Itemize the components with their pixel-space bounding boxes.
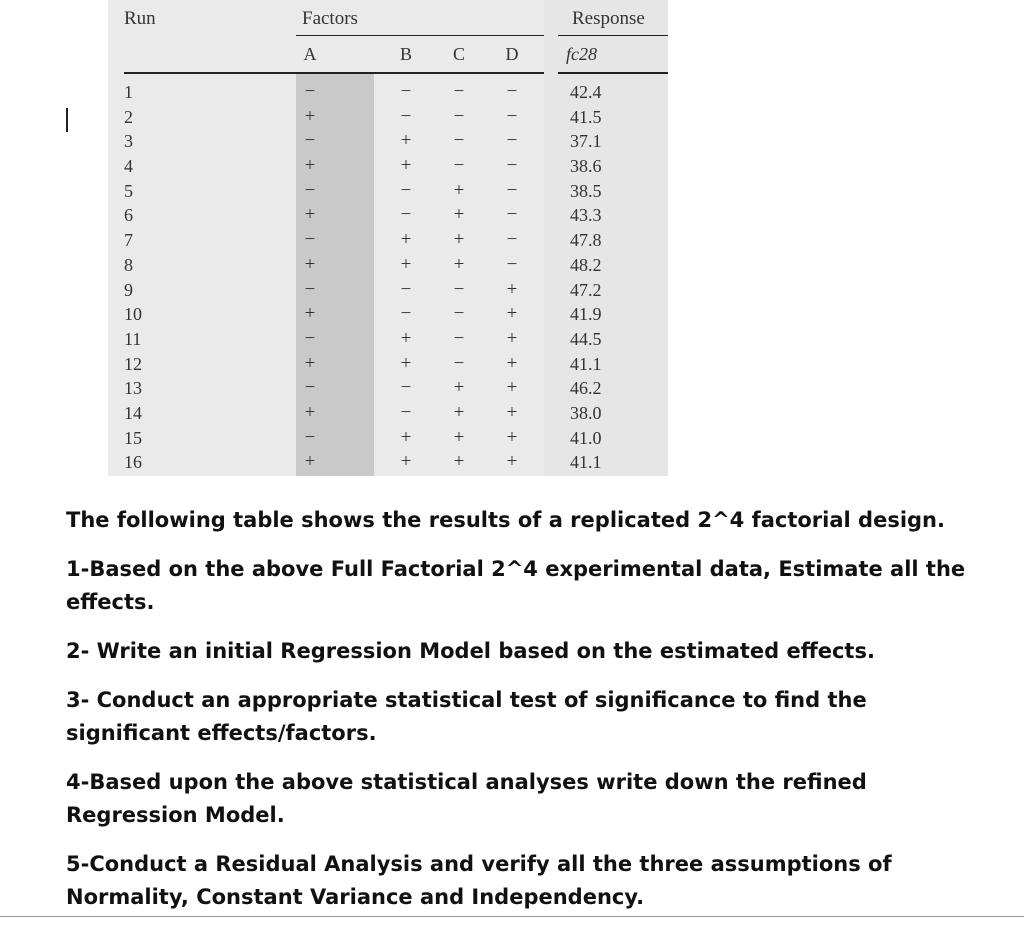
factor-d-cell: − bbox=[506, 229, 518, 251]
header-bottom-rule bbox=[124, 72, 544, 74]
factor-b-cell: + bbox=[400, 229, 412, 251]
factor-d-cell: − bbox=[506, 179, 518, 201]
table-row bbox=[108, 327, 668, 352]
table-row bbox=[108, 426, 668, 451]
intro-paragraph: The following table shows the results of a replicated 2^4 factorial design. bbox=[66, 508, 945, 532]
factor-d-cell: + bbox=[506, 303, 518, 325]
table-row bbox=[108, 278, 668, 303]
table-row bbox=[108, 154, 668, 179]
factor-c-cell: + bbox=[453, 451, 465, 473]
run-cell: 16 bbox=[124, 452, 142, 473]
factor-b-cell: − bbox=[400, 278, 412, 300]
factor-b-cell: + bbox=[400, 253, 412, 275]
factor-c-cell: + bbox=[453, 401, 465, 423]
run-cell: 10 bbox=[124, 304, 142, 325]
run-cell: 3 bbox=[124, 131, 133, 152]
table-row bbox=[108, 228, 668, 253]
factor-a-cell: − bbox=[304, 426, 316, 448]
response-underline bbox=[558, 35, 668, 36]
factor-d-cell: + bbox=[506, 327, 518, 349]
factor-d-cell: − bbox=[506, 253, 518, 275]
run-cell: 8 bbox=[124, 254, 133, 275]
response-cell: 47.2 bbox=[570, 279, 602, 300]
run-cell: 14 bbox=[124, 402, 142, 423]
table-row bbox=[108, 401, 668, 426]
response-cell: 38.6 bbox=[570, 156, 602, 177]
factor-b-cell: + bbox=[400, 155, 412, 177]
factor-c-cell: − bbox=[453, 130, 465, 152]
factor-b-cell: + bbox=[400, 130, 412, 152]
table-row bbox=[108, 203, 668, 228]
factor-c-cell: + bbox=[453, 204, 465, 226]
run-cell: 7 bbox=[124, 230, 133, 251]
response-cell: 48.2 bbox=[570, 254, 602, 275]
factor-b-cell: − bbox=[400, 303, 412, 325]
question-5: 5-Conduct a Residual Analysis and verify all the three assumptions of Normality, Constant Variance and Independency. bbox=[66, 852, 892, 909]
question-text bbox=[66, 504, 970, 930]
table-row bbox=[108, 179, 668, 204]
factor-d-cell: + bbox=[506, 401, 518, 423]
factor-b-cell: + bbox=[400, 451, 412, 473]
run-cell: 1 bbox=[124, 82, 133, 102]
factor-c-cell: − bbox=[453, 327, 465, 349]
factor-a-cell: − bbox=[304, 278, 316, 300]
run-cell: 9 bbox=[124, 279, 133, 300]
response-cell: 42.4 bbox=[570, 82, 602, 102]
run-cell: 13 bbox=[124, 378, 142, 399]
response-header-bottom-rule bbox=[558, 72, 668, 74]
factor-b-cell: − bbox=[400, 179, 412, 201]
response-cell: 41.5 bbox=[570, 106, 602, 127]
table-row bbox=[108, 376, 668, 401]
factor-a-cell: + bbox=[304, 352, 316, 374]
table-row bbox=[108, 129, 668, 154]
factor-c-cell: + bbox=[453, 377, 465, 399]
bottom-divider bbox=[0, 916, 1024, 917]
run-cell: 15 bbox=[124, 427, 142, 448]
question-3: 3- Conduct an appropriate statistical test of significance to find the significant effects/factors. bbox=[66, 688, 867, 745]
factor-b-cell: − bbox=[400, 105, 412, 127]
factor-b-header: B bbox=[399, 44, 412, 64]
response-cell: 46.2 bbox=[570, 378, 602, 399]
run-header: Run bbox=[124, 8, 156, 29]
run-cell: 2 bbox=[124, 106, 133, 127]
factor-c-cell: + bbox=[453, 179, 465, 201]
factor-d-cell: − bbox=[506, 105, 518, 127]
factor-b-cell: − bbox=[400, 377, 412, 399]
response-cell: 43.3 bbox=[570, 205, 602, 226]
response-cell: 44.5 bbox=[570, 328, 602, 349]
factor-b-cell: − bbox=[400, 401, 412, 423]
factor-d-cell: + bbox=[506, 352, 518, 374]
table-row bbox=[108, 302, 668, 327]
factor-a-cell: − bbox=[304, 327, 316, 349]
response-cell: 41.1 bbox=[570, 353, 602, 374]
response-cell: 41.0 bbox=[570, 427, 602, 448]
factor-a-cell: + bbox=[304, 253, 316, 275]
factor-d-cell: − bbox=[506, 130, 518, 152]
factor-a-header: A bbox=[303, 44, 317, 64]
question-1: 1-Based on the above Full Factorial 2^4 experimental data, Estimate all the effects. bbox=[66, 557, 966, 614]
run-cell: 12 bbox=[124, 353, 142, 374]
run-cell: 11 bbox=[124, 328, 142, 349]
run-cell: 4 bbox=[124, 156, 133, 177]
factor-b-cell: − bbox=[400, 204, 412, 226]
factors-underline bbox=[296, 35, 544, 36]
run-cell: 5 bbox=[124, 180, 133, 201]
factor-a-cell: + bbox=[304, 105, 316, 127]
response-cell: 37.1 bbox=[570, 131, 602, 152]
factorial-design-table bbox=[108, 0, 668, 476]
factor-d-cell: + bbox=[506, 377, 518, 399]
table-row bbox=[108, 105, 668, 130]
table-row bbox=[108, 352, 668, 377]
factor-c-cell: − bbox=[453, 278, 465, 300]
factor-d-header: D bbox=[505, 44, 519, 64]
response-cell: 41.1 bbox=[570, 452, 602, 473]
factor-b-cell: − bbox=[400, 81, 412, 102]
factor-c-cell: + bbox=[453, 253, 465, 275]
factor-b-cell: + bbox=[400, 426, 412, 448]
factor-a-cell: + bbox=[304, 451, 316, 473]
response-cell: 41.9 bbox=[570, 304, 602, 325]
factor-a-cell: + bbox=[304, 204, 316, 226]
factor-c-header: C bbox=[452, 44, 465, 64]
table-body bbox=[108, 80, 668, 475]
factor-a-cell: − bbox=[304, 229, 316, 251]
table-row bbox=[108, 80, 668, 105]
run-cell: 6 bbox=[124, 205, 133, 226]
factor-c-cell: − bbox=[453, 81, 465, 102]
factor-b-cell: + bbox=[400, 352, 412, 374]
factor-c-cell: − bbox=[453, 303, 465, 325]
factor-d-cell: + bbox=[506, 278, 518, 300]
factor-c-cell: − bbox=[453, 105, 465, 127]
factor-a-cell: + bbox=[304, 401, 316, 423]
factor-a-cell: − bbox=[304, 130, 316, 152]
table-row bbox=[108, 450, 668, 475]
factor-b-cell: + bbox=[400, 327, 412, 349]
table-row bbox=[108, 253, 668, 278]
response-variable-header: fc28 bbox=[566, 44, 597, 64]
factor-a-cell: − bbox=[304, 377, 316, 399]
response-cell: 38.0 bbox=[570, 402, 602, 423]
factor-c-cell: − bbox=[453, 155, 465, 177]
factor-a-cell: − bbox=[304, 81, 316, 102]
factor-d-cell: − bbox=[506, 155, 518, 177]
factors-header: Factors bbox=[302, 8, 358, 29]
text-cursor bbox=[66, 108, 68, 132]
question-2: 2- Write an initial Regression Model based on the estimated effects. bbox=[66, 639, 875, 663]
response-header: Response bbox=[572, 8, 645, 29]
factor-a-cell: + bbox=[304, 303, 316, 325]
factor-a-cell: + bbox=[304, 155, 316, 177]
factor-d-cell: + bbox=[506, 426, 518, 448]
factor-a-cell: − bbox=[304, 179, 316, 201]
factor-c-cell: + bbox=[453, 229, 465, 251]
question-4: 4-Based upon the above statistical analyses write down the refined Regression Model. bbox=[66, 770, 867, 827]
factor-c-cell: − bbox=[453, 352, 465, 374]
response-cell: 47.8 bbox=[570, 230, 602, 251]
factor-d-cell: + bbox=[506, 451, 518, 473]
factor-c-cell: + bbox=[453, 426, 465, 448]
factor-d-cell: − bbox=[506, 81, 518, 102]
response-cell: 38.5 bbox=[570, 180, 602, 201]
factor-d-cell: − bbox=[506, 204, 518, 226]
